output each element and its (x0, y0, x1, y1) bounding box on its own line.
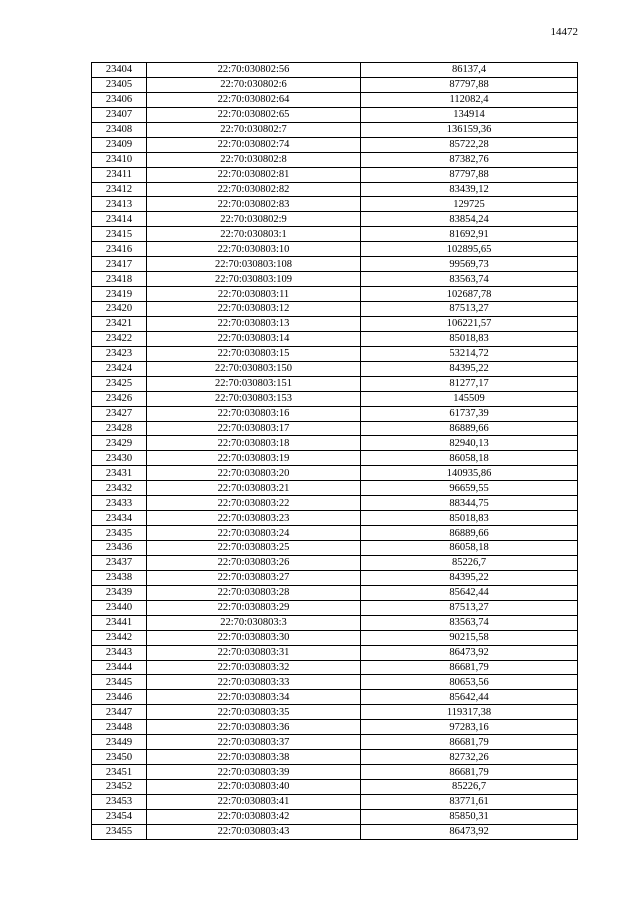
cadastral-value-cell: 86889,66 (361, 421, 578, 436)
cadastral-number-cell: 22:70:030803:11 (147, 287, 361, 302)
table-row (92, 316, 578, 331)
cadastral-value-cell: 85850,31 (361, 809, 578, 824)
table-row (92, 809, 578, 824)
table-row (92, 302, 578, 317)
cadastral-number-cell: 22:70:030802:56 (147, 63, 361, 78)
cadastral-number-cell: 22:70:030802:6 (147, 77, 361, 92)
row-number-cell: 23423 (92, 346, 147, 361)
cadastral-number-cell: 22:70:030803:23 (147, 511, 361, 526)
cadastral-number-cell: 22:70:030803:39 (147, 765, 361, 780)
cadastral-number-cell: 22:70:030803:10 (147, 242, 361, 257)
table-row (92, 735, 578, 750)
row-number-cell: 23420 (92, 302, 147, 317)
cadastral-number-cell: 22:70:030803:13 (147, 316, 361, 331)
row-number-cell: 23453 (92, 794, 147, 809)
cadastral-number-cell: 22:70:030803:150 (147, 361, 361, 376)
row-number-cell: 23430 (92, 451, 147, 466)
cadastral-value-cell: 106221,57 (361, 316, 578, 331)
cadastral-value-cell: 85226,7 (361, 555, 578, 570)
row-number-cell: 23412 (92, 182, 147, 197)
table-row (92, 137, 578, 152)
cadastral-number-cell: 22:70:030803:17 (147, 421, 361, 436)
cadastral-value-cell: 86889,66 (361, 526, 578, 541)
cadastral-number-cell: 22:70:030803:35 (147, 705, 361, 720)
row-number-cell: 23426 (92, 391, 147, 406)
cadastral-value-cell: 86137,4 (361, 63, 578, 78)
cadastral-value-cell: 85722,28 (361, 137, 578, 152)
table-row (92, 212, 578, 227)
cadastral-number-cell: 22:70:030802:81 (147, 167, 361, 182)
cadastral-value-cell: 86681,79 (361, 735, 578, 750)
cadastral-number-cell: 22:70:030803:25 (147, 541, 361, 556)
cadastral-number-cell: 22:70:030803:28 (147, 585, 361, 600)
cadastral-value-cell: 83439,12 (361, 182, 578, 197)
cadastral-number-cell: 22:70:030803:151 (147, 376, 361, 391)
cadastral-value-cell: 102687,78 (361, 287, 578, 302)
cadastral-number-cell: 22:70:030803:109 (147, 272, 361, 287)
row-number-cell: 23419 (92, 287, 147, 302)
cadastral-number-cell: 22:70:030802:9 (147, 212, 361, 227)
cadastral-value-table (91, 62, 578, 840)
cadastral-value-cell: 85642,44 (361, 585, 578, 600)
cadastral-number-cell: 22:70:030803:29 (147, 600, 361, 615)
table-row (92, 481, 578, 496)
cadastral-number-cell: 22:70:030803:19 (147, 451, 361, 466)
table-row (92, 526, 578, 541)
table-row (92, 257, 578, 272)
row-number-cell: 23432 (92, 481, 147, 496)
row-number-cell: 23449 (92, 735, 147, 750)
cadastral-number-cell: 22:70:030803:30 (147, 630, 361, 645)
table-row (92, 615, 578, 630)
row-number-cell: 23447 (92, 705, 147, 720)
table-row (92, 287, 578, 302)
table-row (92, 77, 578, 92)
cadastral-value-cell: 82940,13 (361, 436, 578, 451)
row-number-cell: 23441 (92, 615, 147, 630)
cadastral-value-cell: 112082,4 (361, 92, 578, 107)
cadastral-value-cell: 84395,22 (361, 361, 578, 376)
cadastral-value-cell: 86681,79 (361, 765, 578, 780)
cadastral-value-cell: 83563,74 (361, 272, 578, 287)
table-row (92, 570, 578, 585)
table-row (92, 92, 578, 107)
cadastral-number-cell: 22:70:030802:7 (147, 122, 361, 137)
table-row (92, 197, 578, 212)
row-number-cell: 23409 (92, 137, 147, 152)
cadastral-value-cell: 119317,38 (361, 705, 578, 720)
row-number-cell: 23444 (92, 660, 147, 675)
row-number-cell: 23431 (92, 466, 147, 481)
table-row (92, 331, 578, 346)
page-number: 14472 (550, 26, 578, 38)
table-row (92, 107, 578, 122)
table-row (92, 272, 578, 287)
cadastral-number-cell: 22:70:030803:15 (147, 346, 361, 361)
row-number-cell: 23425 (92, 376, 147, 391)
row-number-cell: 23404 (92, 63, 147, 78)
row-number-cell: 23407 (92, 107, 147, 122)
cadastral-value-cell: 85018,83 (361, 511, 578, 526)
row-number-cell: 23450 (92, 750, 147, 765)
cadastral-value-cell: 86473,92 (361, 645, 578, 660)
cadastral-number-cell: 22:70:030803:153 (147, 391, 361, 406)
cadastral-value-cell: 96659,55 (361, 481, 578, 496)
cadastral-value-cell: 83854,24 (361, 212, 578, 227)
cadastral-number-cell: 22:70:030803:34 (147, 690, 361, 705)
table-row (92, 376, 578, 391)
table-row (92, 406, 578, 421)
cadastral-number-cell: 22:70:030803:24 (147, 526, 361, 541)
table-row (92, 182, 578, 197)
row-number-cell: 23454 (92, 809, 147, 824)
cadastral-value-cell: 87797,88 (361, 167, 578, 182)
cadastral-number-cell: 22:70:030802:64 (147, 92, 361, 107)
row-number-cell: 23433 (92, 496, 147, 511)
cadastral-number-cell: 22:70:030803:27 (147, 570, 361, 585)
table-row (92, 630, 578, 645)
row-number-cell: 23429 (92, 436, 147, 451)
table-row (92, 242, 578, 257)
cadastral-value-cell: 86681,79 (361, 660, 578, 675)
cadastral-value-cell: 145509 (361, 391, 578, 406)
cadastral-value-cell: 102895,65 (361, 242, 578, 257)
row-number-cell: 23413 (92, 197, 147, 212)
row-number-cell: 23410 (92, 152, 147, 167)
cadastral-value-cell: 86058,18 (361, 541, 578, 556)
cadastral-number-cell: 22:70:030803:33 (147, 675, 361, 690)
cadastral-number-cell: 22:70:030803:32 (147, 660, 361, 675)
row-number-cell: 23439 (92, 585, 147, 600)
row-number-cell: 23452 (92, 780, 147, 795)
cadastral-value-cell: 61737,39 (361, 406, 578, 421)
cadastral-value-cell: 87797,88 (361, 77, 578, 92)
cadastral-number-cell: 22:70:030803:37 (147, 735, 361, 750)
cadastral-value-cell: 85642,44 (361, 690, 578, 705)
cadastral-value-cell: 87513,27 (361, 600, 578, 615)
cadastral-number-cell: 22:70:030802:83 (147, 197, 361, 212)
cadastral-number-cell: 22:70:030803:108 (147, 257, 361, 272)
cadastral-number-cell: 22:70:030802:8 (147, 152, 361, 167)
table-row (92, 152, 578, 167)
table-row (92, 660, 578, 675)
table-row (92, 496, 578, 511)
row-number-cell: 23422 (92, 331, 147, 346)
cadastral-value-cell: 99569,73 (361, 257, 578, 272)
cadastral-value-cell: 140935,86 (361, 466, 578, 481)
cadastral-value-cell: 88344,75 (361, 496, 578, 511)
table-row (92, 511, 578, 526)
row-number-cell: 23424 (92, 361, 147, 376)
table-row (92, 421, 578, 436)
table-body (92, 63, 578, 840)
cadastral-number-cell: 22:70:030803:1 (147, 227, 361, 242)
table-row (92, 824, 578, 839)
row-number-cell: 23451 (92, 765, 147, 780)
cadastral-number-cell: 22:70:030803:3 (147, 615, 361, 630)
cadastral-value-cell: 84395,22 (361, 570, 578, 585)
cadastral-number-cell: 22:70:030803:20 (147, 466, 361, 481)
row-number-cell: 23435 (92, 526, 147, 541)
cadastral-value-cell: 87513,27 (361, 302, 578, 317)
cadastral-number-cell: 22:70:030802:82 (147, 182, 361, 197)
cadastral-number-cell: 22:70:030803:22 (147, 496, 361, 511)
row-number-cell: 23434 (92, 511, 147, 526)
cadastral-number-cell: 22:70:030803:43 (147, 824, 361, 839)
row-number-cell: 23417 (92, 257, 147, 272)
row-number-cell: 23416 (92, 242, 147, 257)
table-row (92, 705, 578, 720)
row-number-cell: 23418 (92, 272, 147, 287)
row-number-cell: 23442 (92, 630, 147, 645)
table-row (92, 690, 578, 705)
table-row (92, 585, 578, 600)
row-number-cell: 23437 (92, 555, 147, 570)
table-row (92, 750, 578, 765)
cadastral-number-cell: 22:70:030803:12 (147, 302, 361, 317)
table-row (92, 391, 578, 406)
cadastral-number-cell: 22:70:030802:74 (147, 137, 361, 152)
table-row (92, 675, 578, 690)
cadastral-value-cell: 80653,56 (361, 675, 578, 690)
table-row (92, 227, 578, 242)
cadastral-value-cell: 83771,61 (361, 794, 578, 809)
table-row (92, 466, 578, 481)
table-row (92, 780, 578, 795)
row-number-cell: 23428 (92, 421, 147, 436)
cadastral-number-cell: 22:70:030803:38 (147, 750, 361, 765)
table-row (92, 63, 578, 78)
cadastral-value-cell: 86058,18 (361, 451, 578, 466)
cadastral-number-cell: 22:70:030803:40 (147, 780, 361, 795)
table-row (92, 541, 578, 556)
cadastral-value-cell: 136159,36 (361, 122, 578, 137)
cadastral-value-cell: 82732,26 (361, 750, 578, 765)
table-row (92, 346, 578, 361)
cadastral-value-cell: 83563,74 (361, 615, 578, 630)
row-number-cell: 23414 (92, 212, 147, 227)
cadastral-value-cell: 81277,17 (361, 376, 578, 391)
cadastral-value-cell: 129725 (361, 197, 578, 212)
row-number-cell: 23421 (92, 316, 147, 331)
cadastral-value-cell: 134914 (361, 107, 578, 122)
table-row (92, 361, 578, 376)
table-row (92, 645, 578, 660)
table-row (92, 765, 578, 780)
row-number-cell: 23436 (92, 541, 147, 556)
row-number-cell: 23427 (92, 406, 147, 421)
row-number-cell: 23405 (92, 77, 147, 92)
cadastral-number-cell: 22:70:030803:14 (147, 331, 361, 346)
cadastral-value-cell: 86473,92 (361, 824, 578, 839)
cadastral-number-cell: 22:70:030803:18 (147, 436, 361, 451)
cadastral-value-cell: 90215,58 (361, 630, 578, 645)
table-row (92, 600, 578, 615)
row-number-cell: 23455 (92, 824, 147, 839)
cadastral-number-cell: 22:70:030803:21 (147, 481, 361, 496)
cadastral-number-cell: 22:70:030803:36 (147, 720, 361, 735)
row-number-cell: 23438 (92, 570, 147, 585)
table-row (92, 436, 578, 451)
cadastral-value-cell: 85226,7 (361, 780, 578, 795)
table-row (92, 167, 578, 182)
cadastral-value-cell: 87382,76 (361, 152, 578, 167)
table-row (92, 794, 578, 809)
row-number-cell: 23446 (92, 690, 147, 705)
row-number-cell: 23448 (92, 720, 147, 735)
table-row (92, 555, 578, 570)
cadastral-value-cell: 85018,83 (361, 331, 578, 346)
cadastral-number-cell: 22:70:030803:42 (147, 809, 361, 824)
table-row (92, 720, 578, 735)
row-number-cell: 23408 (92, 122, 147, 137)
cadastral-number-cell: 22:70:030803:31 (147, 645, 361, 660)
row-number-cell: 23443 (92, 645, 147, 660)
cadastral-value-cell: 81692,91 (361, 227, 578, 242)
row-number-cell: 23440 (92, 600, 147, 615)
cadastral-number-cell: 22:70:030803:41 (147, 794, 361, 809)
cadastral-value-cell: 53214,72 (361, 346, 578, 361)
table-row (92, 122, 578, 137)
row-number-cell: 23406 (92, 92, 147, 107)
row-number-cell: 23445 (92, 675, 147, 690)
row-number-cell: 23415 (92, 227, 147, 242)
cadastral-number-cell: 22:70:030802:65 (147, 107, 361, 122)
row-number-cell: 23411 (92, 167, 147, 182)
cadastral-value-cell: 97283,16 (361, 720, 578, 735)
cadastral-number-cell: 22:70:030803:16 (147, 406, 361, 421)
cadastral-number-cell: 22:70:030803:26 (147, 555, 361, 570)
table-row (92, 451, 578, 466)
